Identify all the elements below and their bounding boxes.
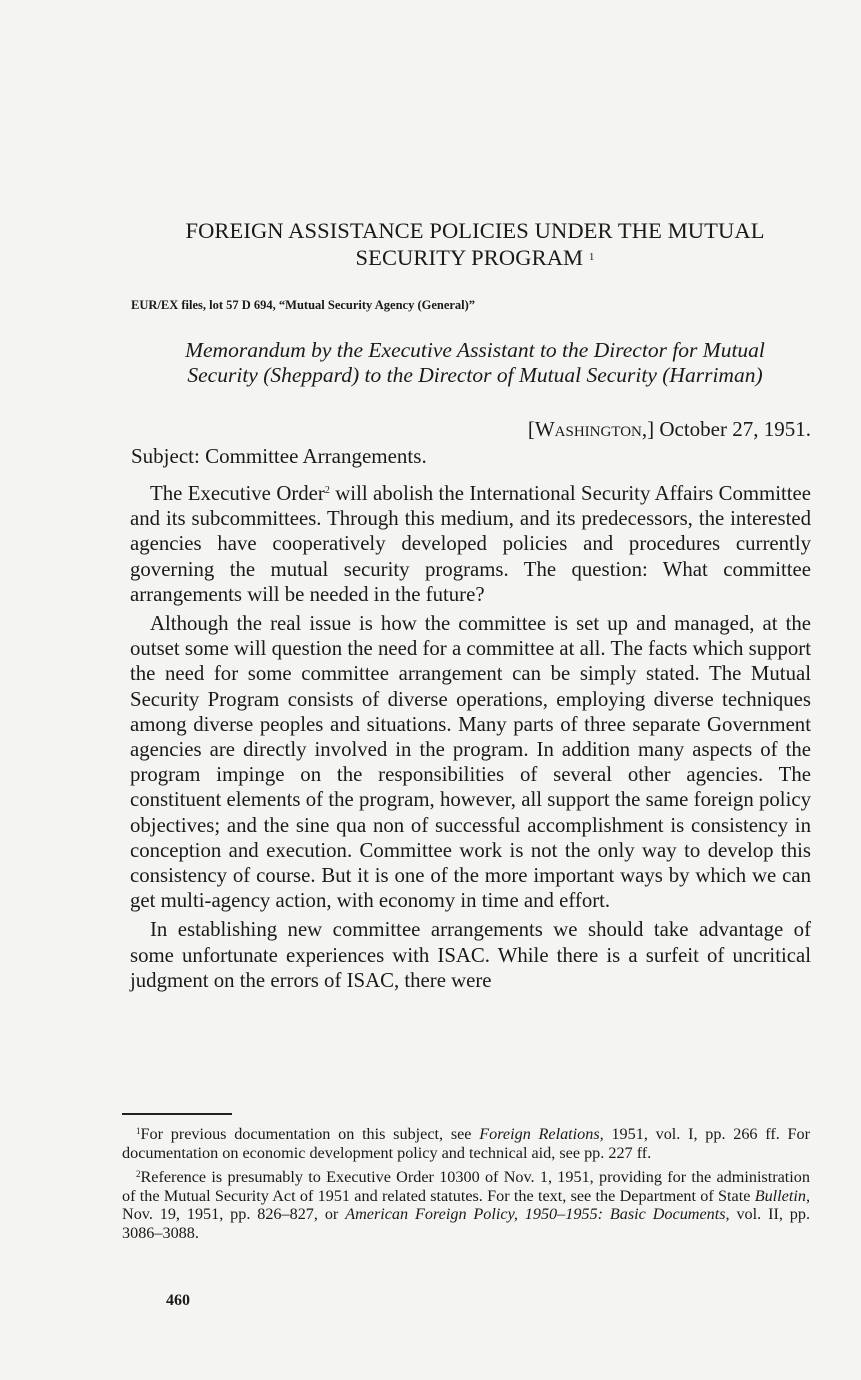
source-citation: EUR/EX files, lot 57 D 694, “Mutual Security Agency (General)” [131, 298, 476, 312]
footnote-2-italic-1: Bulletin, [754, 1186, 810, 1205]
footnote-1-text-a: For previous documentation on this subject, see [140, 1125, 480, 1143]
footnote-2-text-b: Nov. 19, 1951, pp. 826–827, or [122, 1205, 346, 1224]
memo-heading [130, 338, 820, 388]
memo-heading-line-2: Security (Sheppard) to the Director of Mutual Security (Harriman) [187, 363, 763, 387]
footnote-1 [122, 1122, 810, 1162]
paragraph-1-text-a: The Executive Order [150, 482, 325, 505]
footnote-2-text-a: Reference is presumably to Executive Order 10300 of Nov. 1, 1951, providing for the administration of the Mutual Security Act of 1951 and related statutes. For the text, see the Department of State [122, 1168, 810, 1205]
footnote-1-italic: Foreign Relations, [479, 1125, 604, 1143]
footnote-2-number: 2 [136, 1169, 141, 1180]
memo-body [130, 478, 811, 997]
paragraph-1-text-b: will abolish the International Security Affairs Committee and its subcommittees. Through this medium, and its predecessors, the interested agencies have cooperatively developed policies and procedures currently governing the mutual security programs. The question: What committee arrangements will be needed in the future? [130, 482, 812, 606]
footnote-1-text-b: 1951, vol. I, pp. 266 ff. For documentation on economic development policy and technical aid, see pp. 227 ff. [122, 1125, 810, 1162]
page-number: 460 [166, 1292, 190, 1309]
footnotes [122, 1122, 810, 1246]
title-line-2: SECURITY PROGRAM [355, 245, 584, 270]
footnote-2 [122, 1165, 810, 1242]
dateline [528, 417, 811, 442]
title-line-1: FOREIGN ASSISTANCE POLICIES UNDER THE MUTUAL [185, 218, 765, 243]
dateline-place: [Washington,] [527, 417, 655, 441]
paragraph-3: In establishing new committee arrangements we should take advantage of some unfortunate experiences with ISAC. While there is a surfeit of uncritical judgment on the errors of ISAC, there were [130, 918, 811, 992]
dateline-date: October 27, 1951. [659, 417, 811, 441]
footnote-ref-2[interactable]: 2 [324, 485, 330, 496]
memo-heading-line-1: Memorandum by the Executive Assistant to the Director for Mutual [185, 338, 765, 362]
footnote-2-italic-2: American Foreign Policy, 1950–1955: Basic Documents, [345, 1205, 730, 1224]
footnote-divider [122, 1113, 232, 1115]
paragraph-1 [130, 478, 811, 607]
paragraph-2: Although the real issue is how the committee is set up and managed, at the outset some will question the need for a committee at all. The facts which support the need for some committee arrangement can be simply stated. The Mutual Security Program consists of diverse operations, employing diverse techniques among diverse peoples and situations. Many parts of three separate Government agencies are directly involved in the program. In addition many aspects of the program impinge on the responsibilities of several other agencies. The constituent elements of the program, however, all support the same foreign policy objectives; and the sine qua non of successful accomplishment is consistency in conception and execution. Committee work is not the only way to develop this consistency of course. But it is one of the more important ways by which we can get multi-agency action, with economy in time and effort. [130, 612, 811, 913]
footnote-1-number: 1 [136, 1126, 141, 1136]
subject-line: Subject: Committee Arrangements. [131, 444, 427, 468]
title-footnote-ref[interactable]: 1 [588, 251, 595, 263]
footnote-2-text-c: vol. II, pp. 3086–3088. [122, 1205, 810, 1242]
document-title [130, 218, 820, 271]
